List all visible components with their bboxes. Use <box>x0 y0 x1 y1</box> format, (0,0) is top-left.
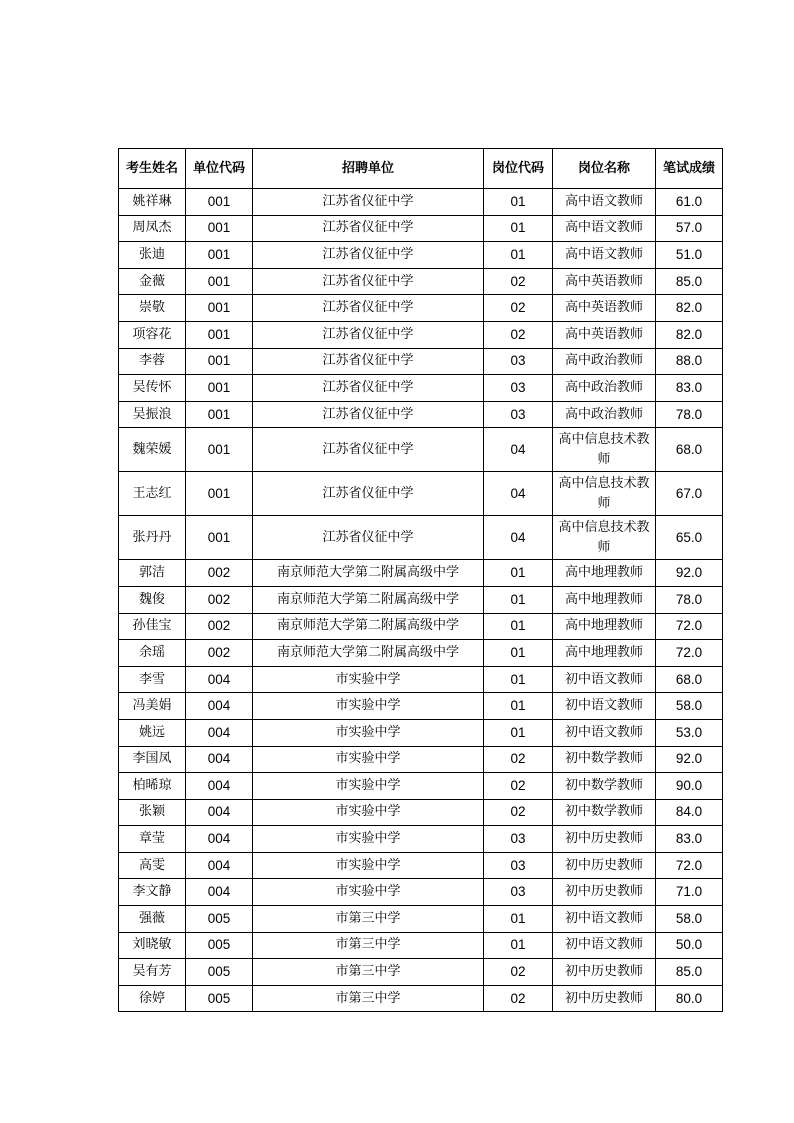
unit-code-cell: 004 <box>186 719 253 746</box>
table-row <box>119 852 723 879</box>
candidate-name-cell: 周凤杰 <box>119 215 186 242</box>
unit-code-cell: 005 <box>186 959 253 986</box>
written-score-cell: 71.0 <box>656 879 723 906</box>
unit-code-cell: 002 <box>186 640 253 667</box>
candidate-name-cell: 张颖 <box>119 799 186 826</box>
recruiting-unit-cell: 江苏省仪征中学 <box>253 321 484 348</box>
table-row <box>119 268 723 295</box>
recruiting-unit-cell: 市第三中学 <box>253 959 484 986</box>
unit-code-cell: 004 <box>186 773 253 800</box>
written-score-cell: 85.0 <box>656 959 723 986</box>
candidate-name-cell: 郭洁 <box>119 560 186 587</box>
unit-code-cell: 005 <box>186 932 253 959</box>
unit-code-cell: 004 <box>186 746 253 773</box>
table-row <box>119 693 723 720</box>
recruiting-unit-cell: 市实验中学 <box>253 719 484 746</box>
header-written-score: 笔试成绩 <box>656 149 723 189</box>
position-code-cell: 02 <box>484 773 553 800</box>
position-name-cell: 高中信息技术教师 <box>553 472 656 516</box>
written-score-cell: 82.0 <box>656 321 723 348</box>
position-code-cell: 01 <box>484 242 553 269</box>
candidate-name-cell: 李蓉 <box>119 348 186 375</box>
position-code-cell: 02 <box>484 746 553 773</box>
candidate-name-cell: 强薇 <box>119 906 186 933</box>
recruiting-unit-cell: 市第三中学 <box>253 906 484 933</box>
written-score-cell: 61.0 <box>656 189 723 216</box>
position-name-cell: 初中语文教师 <box>553 719 656 746</box>
table-row <box>119 560 723 587</box>
position-name-cell: 初中语文教师 <box>553 693 656 720</box>
position-code-cell: 01 <box>484 666 553 693</box>
candidate-name-cell: 项容花 <box>119 321 186 348</box>
unit-code-cell: 001 <box>186 189 253 216</box>
recruiting-unit-cell: 江苏省仪征中学 <box>253 516 484 560</box>
header-unit-code: 单位代码 <box>186 149 253 189</box>
written-score-cell: 51.0 <box>656 242 723 269</box>
table-row <box>119 586 723 613</box>
table-row <box>119 613 723 640</box>
position-name-cell: 高中语文教师 <box>553 242 656 269</box>
candidate-name-cell: 崇敬 <box>119 295 186 322</box>
unit-code-cell: 004 <box>186 826 253 853</box>
unit-code-cell: 001 <box>186 321 253 348</box>
candidate-name-cell: 孙佳宝 <box>119 613 186 640</box>
position-code-cell: 01 <box>484 719 553 746</box>
position-code-cell: 03 <box>484 401 553 428</box>
position-code-cell: 03 <box>484 879 553 906</box>
candidate-name-cell: 王志红 <box>119 472 186 516</box>
recruiting-unit-cell: 江苏省仪征中学 <box>253 268 484 295</box>
position-code-cell: 02 <box>484 985 553 1012</box>
position-name-cell: 高中英语教师 <box>553 321 656 348</box>
position-name-cell: 初中历史教师 <box>553 826 656 853</box>
recruiting-unit-cell: 江苏省仪征中学 <box>253 242 484 269</box>
position-code-cell: 01 <box>484 932 553 959</box>
position-name-cell: 高中信息技术教师 <box>553 516 656 560</box>
position-name-cell: 高中英语教师 <box>553 295 656 322</box>
recruiting-unit-cell: 市实验中学 <box>253 879 484 906</box>
candidate-name-cell: 刘晓敏 <box>119 932 186 959</box>
position-name-cell: 初中数学教师 <box>553 799 656 826</box>
unit-code-cell: 001 <box>186 348 253 375</box>
header-recruiting-unit: 招聘单位 <box>253 149 484 189</box>
position-code-cell: 01 <box>484 613 553 640</box>
recruiting-unit-cell: 江苏省仪征中学 <box>253 375 484 402</box>
position-code-cell: 01 <box>484 215 553 242</box>
unit-code-cell: 005 <box>186 906 253 933</box>
position-code-cell: 04 <box>484 428 553 472</box>
header-position-code: 岗位代码 <box>484 149 553 189</box>
recruiting-unit-cell: 南京师范大学第二附属高级中学 <box>253 613 484 640</box>
table-row <box>119 799 723 826</box>
unit-code-cell: 001 <box>186 375 253 402</box>
written-score-cell: 72.0 <box>656 640 723 667</box>
written-score-cell: 68.0 <box>656 666 723 693</box>
candidate-name-cell: 冯美娟 <box>119 693 186 720</box>
position-name-cell: 初中语文教师 <box>553 666 656 693</box>
table-row <box>119 932 723 959</box>
unit-code-cell: 002 <box>186 613 253 640</box>
position-name-cell: 初中语文教师 <box>553 932 656 959</box>
unit-code-cell: 001 <box>186 401 253 428</box>
position-name-cell: 高中政治教师 <box>553 401 656 428</box>
table-row <box>119 826 723 853</box>
table-row <box>119 401 723 428</box>
written-score-cell: 82.0 <box>656 295 723 322</box>
candidate-name-cell: 魏荣媛 <box>119 428 186 472</box>
written-score-cell: 83.0 <box>656 375 723 402</box>
unit-code-cell: 004 <box>186 852 253 879</box>
recruiting-unit-cell: 市实验中学 <box>253 666 484 693</box>
position-code-cell: 02 <box>484 959 553 986</box>
position-name-cell: 初中数学教师 <box>553 773 656 800</box>
position-code-cell: 03 <box>484 348 553 375</box>
table-row <box>119 959 723 986</box>
unit-code-cell: 004 <box>186 879 253 906</box>
header-row <box>119 149 723 189</box>
table-row <box>119 189 723 216</box>
recruiting-unit-cell: 市实验中学 <box>253 773 484 800</box>
written-score-cell: 88.0 <box>656 348 723 375</box>
unit-code-cell: 001 <box>186 516 253 560</box>
table-body <box>119 189 723 1012</box>
candidate-name-cell: 张迪 <box>119 242 186 269</box>
position-code-cell: 02 <box>484 295 553 322</box>
written-score-cell: 85.0 <box>656 268 723 295</box>
written-score-cell: 92.0 <box>656 746 723 773</box>
candidate-name-cell: 吴振浪 <box>119 401 186 428</box>
recruiting-unit-cell: 江苏省仪征中学 <box>253 472 484 516</box>
unit-code-cell: 001 <box>186 242 253 269</box>
written-score-cell: 57.0 <box>656 215 723 242</box>
recruiting-unit-cell: 江苏省仪征中学 <box>253 189 484 216</box>
recruiting-unit-cell: 江苏省仪征中学 <box>253 428 484 472</box>
recruiting-unit-cell: 江苏省仪征中学 <box>253 295 484 322</box>
unit-code-cell: 001 <box>186 295 253 322</box>
written-score-cell: 58.0 <box>656 693 723 720</box>
candidate-name-cell: 徐婷 <box>119 985 186 1012</box>
written-score-cell: 72.0 <box>656 613 723 640</box>
table-row <box>119 215 723 242</box>
table-row <box>119 666 723 693</box>
table-row <box>119 719 723 746</box>
written-score-cell: 84.0 <box>656 799 723 826</box>
written-score-cell: 92.0 <box>656 560 723 587</box>
candidate-name-cell: 吴有芳 <box>119 959 186 986</box>
candidate-name-cell: 余瑶 <box>119 640 186 667</box>
unit-code-cell: 004 <box>186 693 253 720</box>
position-code-cell: 02 <box>484 799 553 826</box>
written-score-cell: 72.0 <box>656 852 723 879</box>
candidate-name-cell: 魏俊 <box>119 586 186 613</box>
position-code-cell: 04 <box>484 472 553 516</box>
position-name-cell: 初中历史教师 <box>553 852 656 879</box>
candidate-name-cell: 金薇 <box>119 268 186 295</box>
unit-code-cell: 001 <box>186 472 253 516</box>
recruiting-unit-cell: 江苏省仪征中学 <box>253 401 484 428</box>
candidate-name-cell: 高雯 <box>119 852 186 879</box>
position-name-cell: 高中地理教师 <box>553 640 656 667</box>
candidate-name-cell: 李雪 <box>119 666 186 693</box>
unit-code-cell: 004 <box>186 799 253 826</box>
candidate-name-cell: 姚祥琳 <box>119 189 186 216</box>
position-code-cell: 01 <box>484 640 553 667</box>
recruiting-unit-cell: 南京师范大学第二附属高级中学 <box>253 560 484 587</box>
table-row <box>119 773 723 800</box>
table-row <box>119 375 723 402</box>
unit-code-cell: 002 <box>186 560 253 587</box>
written-score-cell: 68.0 <box>656 428 723 472</box>
recruiting-unit-cell: 市实验中学 <box>253 693 484 720</box>
recruiting-unit-cell: 市第三中学 <box>253 932 484 959</box>
position-code-cell: 02 <box>484 268 553 295</box>
table-row <box>119 985 723 1012</box>
unit-code-cell: 001 <box>186 215 253 242</box>
position-name-cell: 初中历史教师 <box>553 959 656 986</box>
score-table <box>118 148 723 1012</box>
unit-code-cell: 004 <box>186 666 253 693</box>
table-row <box>119 516 723 560</box>
position-code-cell: 03 <box>484 826 553 853</box>
written-score-cell: 78.0 <box>656 401 723 428</box>
position-name-cell: 初中历史教师 <box>553 985 656 1012</box>
unit-code-cell: 005 <box>186 985 253 1012</box>
recruiting-unit-cell: 市实验中学 <box>253 799 484 826</box>
recruiting-unit-cell: 市实验中学 <box>253 826 484 853</box>
position-name-cell: 初中历史教师 <box>553 879 656 906</box>
position-name-cell: 高中政治教师 <box>553 348 656 375</box>
candidate-name-cell: 吴传怀 <box>119 375 186 402</box>
position-name-cell: 高中英语教师 <box>553 268 656 295</box>
position-name-cell: 高中地理教师 <box>553 560 656 587</box>
candidate-name-cell: 李文静 <box>119 879 186 906</box>
position-code-cell: 03 <box>484 852 553 879</box>
position-code-cell: 04 <box>484 516 553 560</box>
table-row <box>119 879 723 906</box>
candidate-name-cell: 章莹 <box>119 826 186 853</box>
position-name-cell: 高中信息技术教师 <box>553 428 656 472</box>
table-row <box>119 906 723 933</box>
written-score-cell: 90.0 <box>656 773 723 800</box>
recruiting-unit-cell: 江苏省仪征中学 <box>253 215 484 242</box>
position-name-cell: 高中地理教师 <box>553 613 656 640</box>
written-score-cell: 67.0 <box>656 472 723 516</box>
candidate-name-cell: 李国凤 <box>119 746 186 773</box>
written-score-cell: 58.0 <box>656 906 723 933</box>
header-position-name: 岗位名称 <box>553 149 656 189</box>
written-score-cell: 78.0 <box>656 586 723 613</box>
position-name-cell: 高中语文教师 <box>553 189 656 216</box>
position-name-cell: 高中政治教师 <box>553 375 656 402</box>
position-code-cell: 01 <box>484 189 553 216</box>
candidate-name-cell: 姚远 <box>119 719 186 746</box>
unit-code-cell: 002 <box>186 586 253 613</box>
table-row <box>119 242 723 269</box>
header-candidate-name: 考生姓名 <box>119 149 186 189</box>
position-name-cell: 高中语文教师 <box>553 215 656 242</box>
recruiting-unit-cell: 江苏省仪征中学 <box>253 348 484 375</box>
table-row <box>119 295 723 322</box>
table-row <box>119 348 723 375</box>
position-code-cell: 01 <box>484 693 553 720</box>
table-row <box>119 428 723 472</box>
table-row <box>119 321 723 348</box>
written-score-cell: 65.0 <box>656 516 723 560</box>
written-score-cell: 83.0 <box>656 826 723 853</box>
position-code-cell: 01 <box>484 906 553 933</box>
unit-code-cell: 001 <box>186 428 253 472</box>
candidate-name-cell: 张丹丹 <box>119 516 186 560</box>
position-name-cell: 高中地理教师 <box>553 586 656 613</box>
recruiting-unit-cell: 市实验中学 <box>253 852 484 879</box>
recruiting-unit-cell: 市第三中学 <box>253 985 484 1012</box>
written-score-cell: 80.0 <box>656 985 723 1012</box>
table-row <box>119 746 723 773</box>
position-code-cell: 01 <box>484 560 553 587</box>
recruiting-unit-cell: 南京师范大学第二附属高级中学 <box>253 586 484 613</box>
written-score-cell: 50.0 <box>656 932 723 959</box>
position-code-cell: 02 <box>484 321 553 348</box>
position-code-cell: 01 <box>484 586 553 613</box>
position-name-cell: 初中数学教师 <box>553 746 656 773</box>
recruiting-unit-cell: 南京师范大学第二附属高级中学 <box>253 640 484 667</box>
candidate-name-cell: 柏晞琼 <box>119 773 186 800</box>
position-name-cell: 初中语文教师 <box>553 906 656 933</box>
table-row <box>119 640 723 667</box>
unit-code-cell: 001 <box>186 268 253 295</box>
table-row <box>119 472 723 516</box>
recruiting-unit-cell: 市实验中学 <box>253 746 484 773</box>
position-code-cell: 03 <box>484 375 553 402</box>
written-score-cell: 53.0 <box>656 719 723 746</box>
